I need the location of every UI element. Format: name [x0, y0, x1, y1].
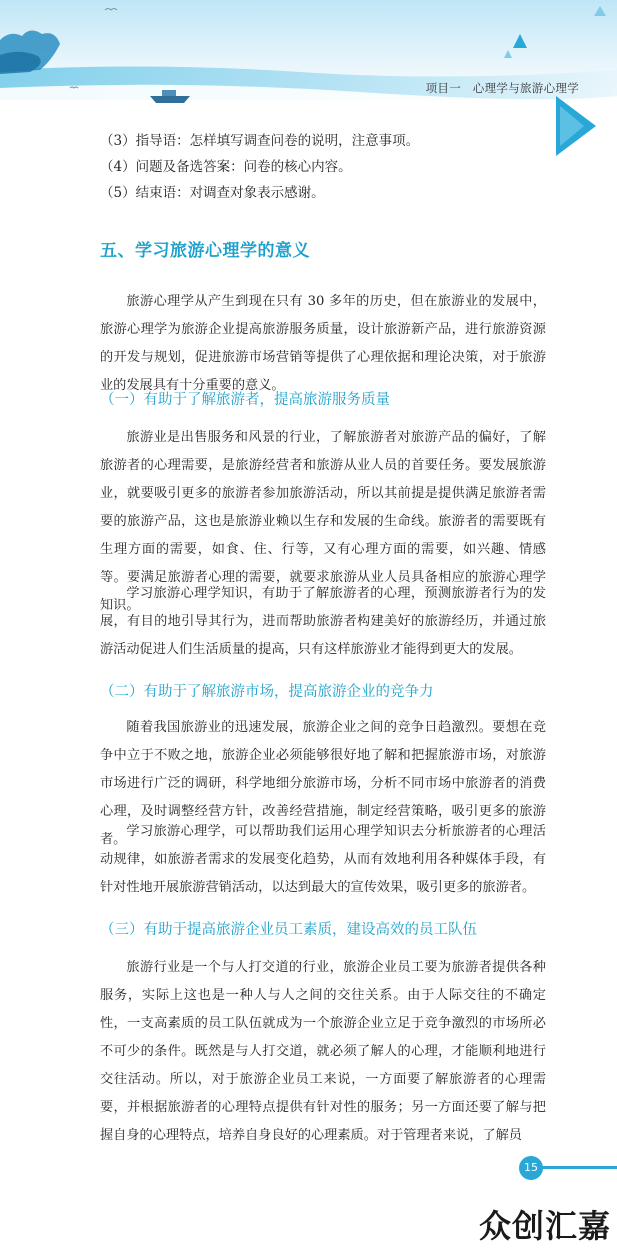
subsection-title-3: （三）有助于提高旅游企业员工素质，建设高效的员工队伍	[100, 922, 477, 938]
page-header	[0, 0, 617, 118]
play-triangle-icon	[556, 96, 596, 156]
page-number: 15	[519, 1156, 543, 1180]
page-number-bar	[536, 1166, 617, 1169]
paragraph: 旅游行业是一个与人打交道的行业，旅游企业员工要为旅游者提供各种服务，实际上这也是一种人与人之间的交往关系。由于人际交往的不确定性，一支高素质的员工队伍就成为一个旅游企业立足于竞争激烈的市场所必不可少的条件。既然是与人打交道，就必须了解人的心理，才能顺利地进行交往活动。所以，对于旅游企业员工来说，一方面要了解旅游者的心理需要，并根据旅游者的心理特点提供有针对性的服务；另一方面还要了解与把握自身的心理特点，培养自身良好的心理素质。对于管理者来说，了解员	[100, 960, 546, 1143]
header-beach-banner	[0, 0, 617, 118]
list-item: （3）指导语：怎样填写调查问卷的说明，注意事项。	[100, 133, 420, 149]
list-item: （4）问题及备选答案：问卷的核心内容。	[100, 159, 352, 175]
subsection-title-1: （一）有助于了解旅游者，提高旅游服务质量	[100, 392, 390, 408]
paragraph: 学习旅游心理学知识，有助于了解旅游者的心理，预测旅游者行为的发展，有目的地引导其行为，进而帮助旅游者构建美好的旅游经历，并通过旅游活动促进人们生活质量的提高，只有这样旅游业才能得到更大的发展。	[100, 586, 546, 657]
paragraph: 随着我国旅游业的迅速发展，旅游企业之间的竞争日趋激烈。要想在竞争中立于不败之地，旅游企业必须能够很好地了解和把握旅游市场，对旅游市场进行广泛的调研，科学地细分旅游市场，分析不同市场中旅游者的消费心理，及时调整经营方针，改善经营措施，制定经营策略，吸引更多的旅游者。	[100, 720, 546, 847]
watermark-logo: 众创汇嘉	[478, 1207, 611, 1245]
paragraph: 旅游业是出售服务和风景的行业，了解旅游者对旅游产品的偏好，了解旅游者的心理需要，是旅游经营者和旅游从业人员的首要任务。要发展旅游业，就要吸引更多的旅游者参加旅游活动，所以其前提是提供满足旅游者需要的旅游产品，这也是旅游业赖以生存和发展的生命线。旅游者的需要既有生理方面的需要，如食、住、行等，又有心理方面的需要，如兴趣、情感等。要满足旅游者心理的需要，就要求旅游从业人员具备相应的旅游心理学知识。	[100, 430, 546, 613]
list-item: （5）结束语：对调查对象表示感谢。	[100, 185, 325, 201]
paragraph: 学习旅游心理学，可以帮助我们运用心理学知识去分析旅游者的心理活动规律，如旅游者需求的发展变化趋势，从而有效地利用各种媒体手段，有针对性地开展旅游营销活动，以达到最大的宣传效果，吸引更多的旅游者。	[100, 824, 546, 895]
top-list	[100, 128, 546, 206]
subsection-title-2: （二）有助于了解旅游市场，提高旅游企业的竞争力	[100, 684, 434, 700]
section-title: 五、学习旅游心理学的意义	[100, 241, 310, 261]
chapter-label: 项目一 心理学与旅游心理学	[425, 81, 579, 95]
intro-paragraph: 旅游心理学从产生到现在只有 30 多年的历史，但在旅游业的发展中，旅游心理学为旅游企业提高旅游服务质量，设计旅游新产品，进行旅游资源的开发与规划，促进旅游市场营销等提供了心理依据和理论决策，对于旅游业的发展具有十分重要的意义。	[100, 294, 546, 393]
